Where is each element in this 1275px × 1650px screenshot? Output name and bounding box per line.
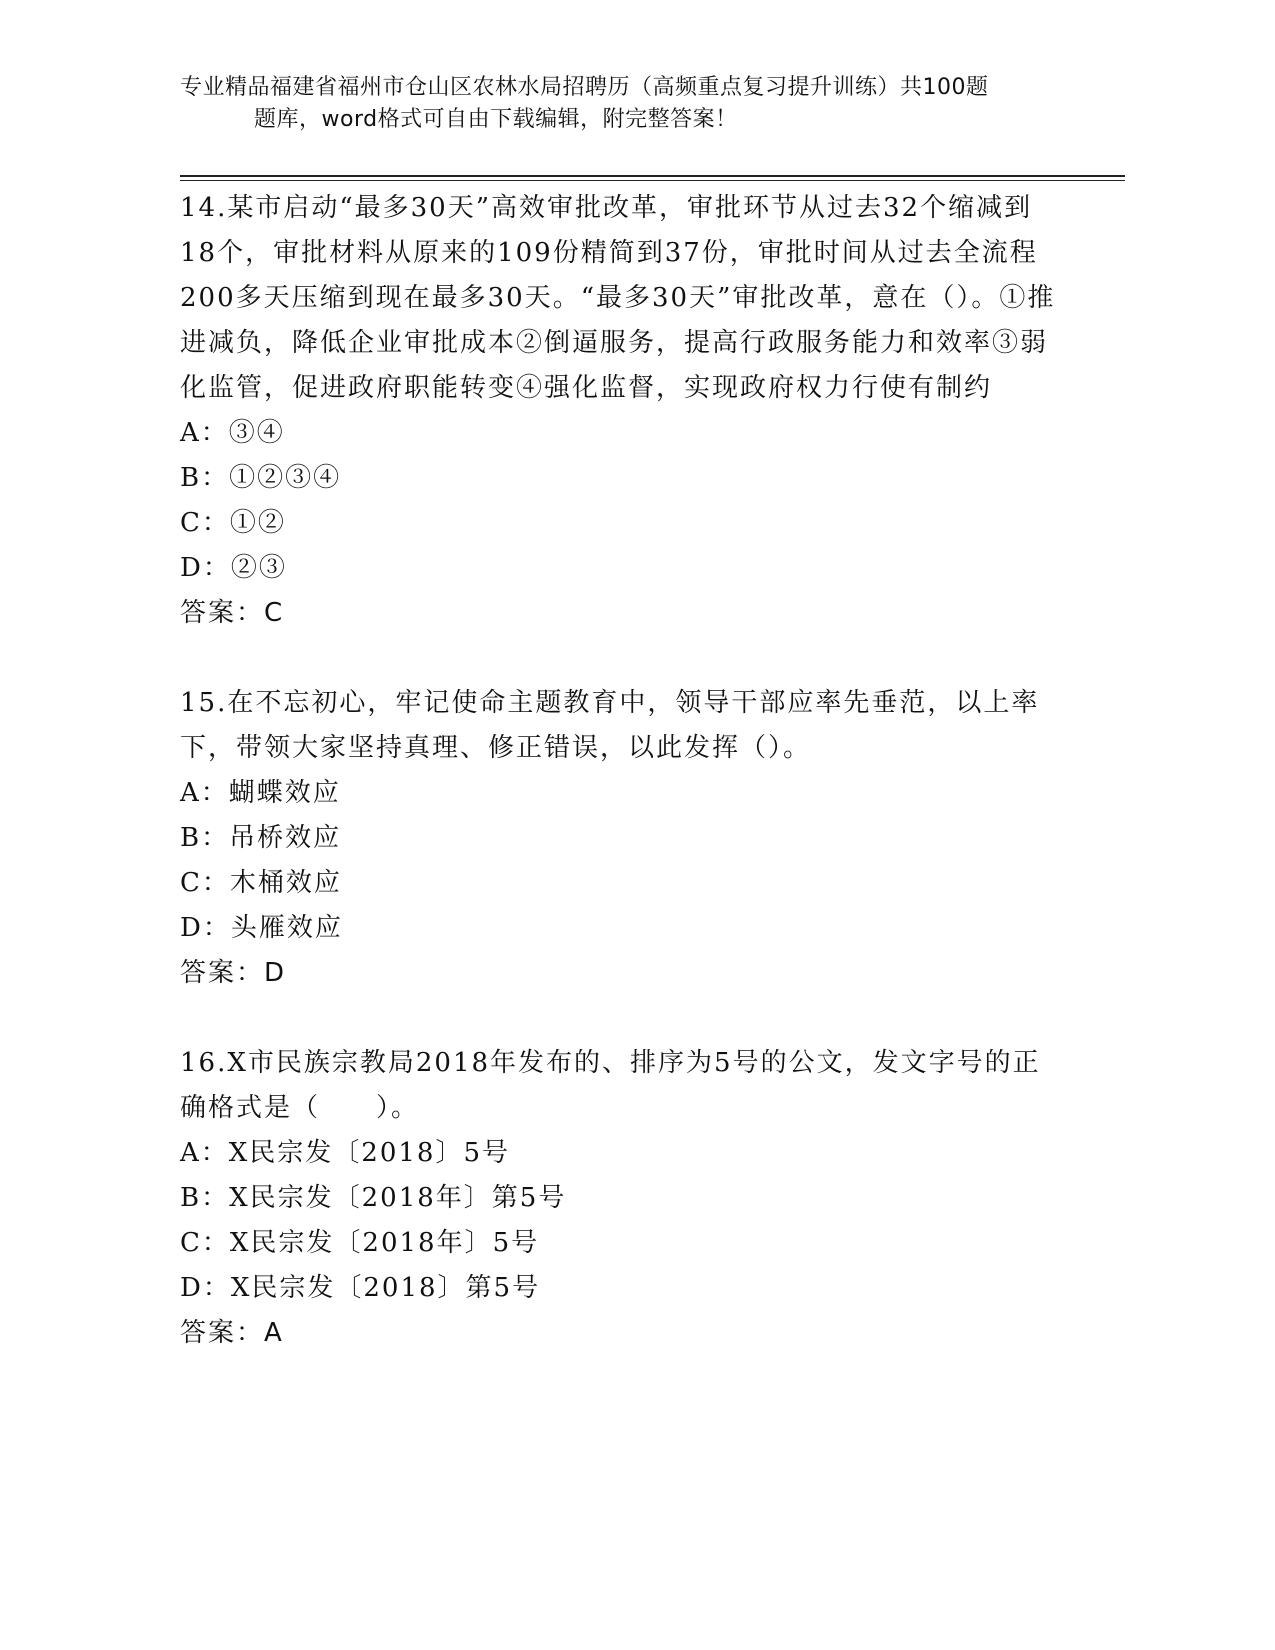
- question-list: [180, 186, 1060, 1356]
- option-d: D：X民宗发〔2018〕第5号: [180, 1273, 541, 1303]
- question-stem: 15.在不忘初心，牢记使命主题教育中，领导干部应率先垂范，以上率下，带领大家坚持真理、修正错误，以此发挥（）。: [180, 688, 1040, 763]
- option-a: A：蝴蝶效应: [180, 778, 341, 808]
- question-item: [180, 186, 1060, 636]
- answer-line: 答案：A: [180, 1318, 284, 1348]
- question-stem: 14.某市启动“最多30天”高效审批改革，审批环节从过去32个缩减到18个，审批材料从原来的109份精简到37份，审批时间从过去全流程200多天压缩到现在最多30天。“最多30天”审批改革，意在（）。①推进减负，降低企业审批成本②倒逼服务，提高行政服务能力和效率③弱化监管，促进政府职能转变④强化监督，实现政府权力行使有制约: [180, 193, 1056, 403]
- header-title-line1: 专业精品福建省福州市仓山区农林水局招聘历（高频重点复习提升训练）共100题: [180, 75, 989, 100]
- header-divider-thin: [180, 180, 1125, 181]
- option-b: B：X民宗发〔2018年〕第5号: [180, 1183, 567, 1213]
- answer-line: 答案：C: [180, 598, 285, 628]
- option-c: C：①②: [180, 508, 286, 538]
- option-b: B：①②③④: [180, 463, 342, 493]
- question-item: [180, 1041, 1060, 1356]
- question-stem: 16.X市民族宗教局2018年发布的、排序为5号的公文，发文字号的正确格式是（ ）。: [180, 1048, 1041, 1123]
- option-c: C：木桶效应: [180, 868, 342, 898]
- document-header: [180, 72, 1070, 136]
- header-title-line2: 题库，word格式可自由下载编辑，附完整答案！: [254, 107, 738, 132]
- option-b: B：吊桥效应: [180, 823, 342, 853]
- option-a: A：③④: [180, 418, 285, 448]
- option-d: D：头雁效应: [180, 913, 343, 943]
- answer-line: 答案：D: [180, 958, 287, 988]
- question-item: [180, 681, 1060, 996]
- header-divider-thick: [180, 175, 1125, 177]
- option-a: A：X民宗发〔2018〕5号: [180, 1138, 510, 1168]
- option-c: C：X民宗发〔2018年〕5号: [180, 1228, 540, 1258]
- option-d: D：②③: [180, 553, 287, 583]
